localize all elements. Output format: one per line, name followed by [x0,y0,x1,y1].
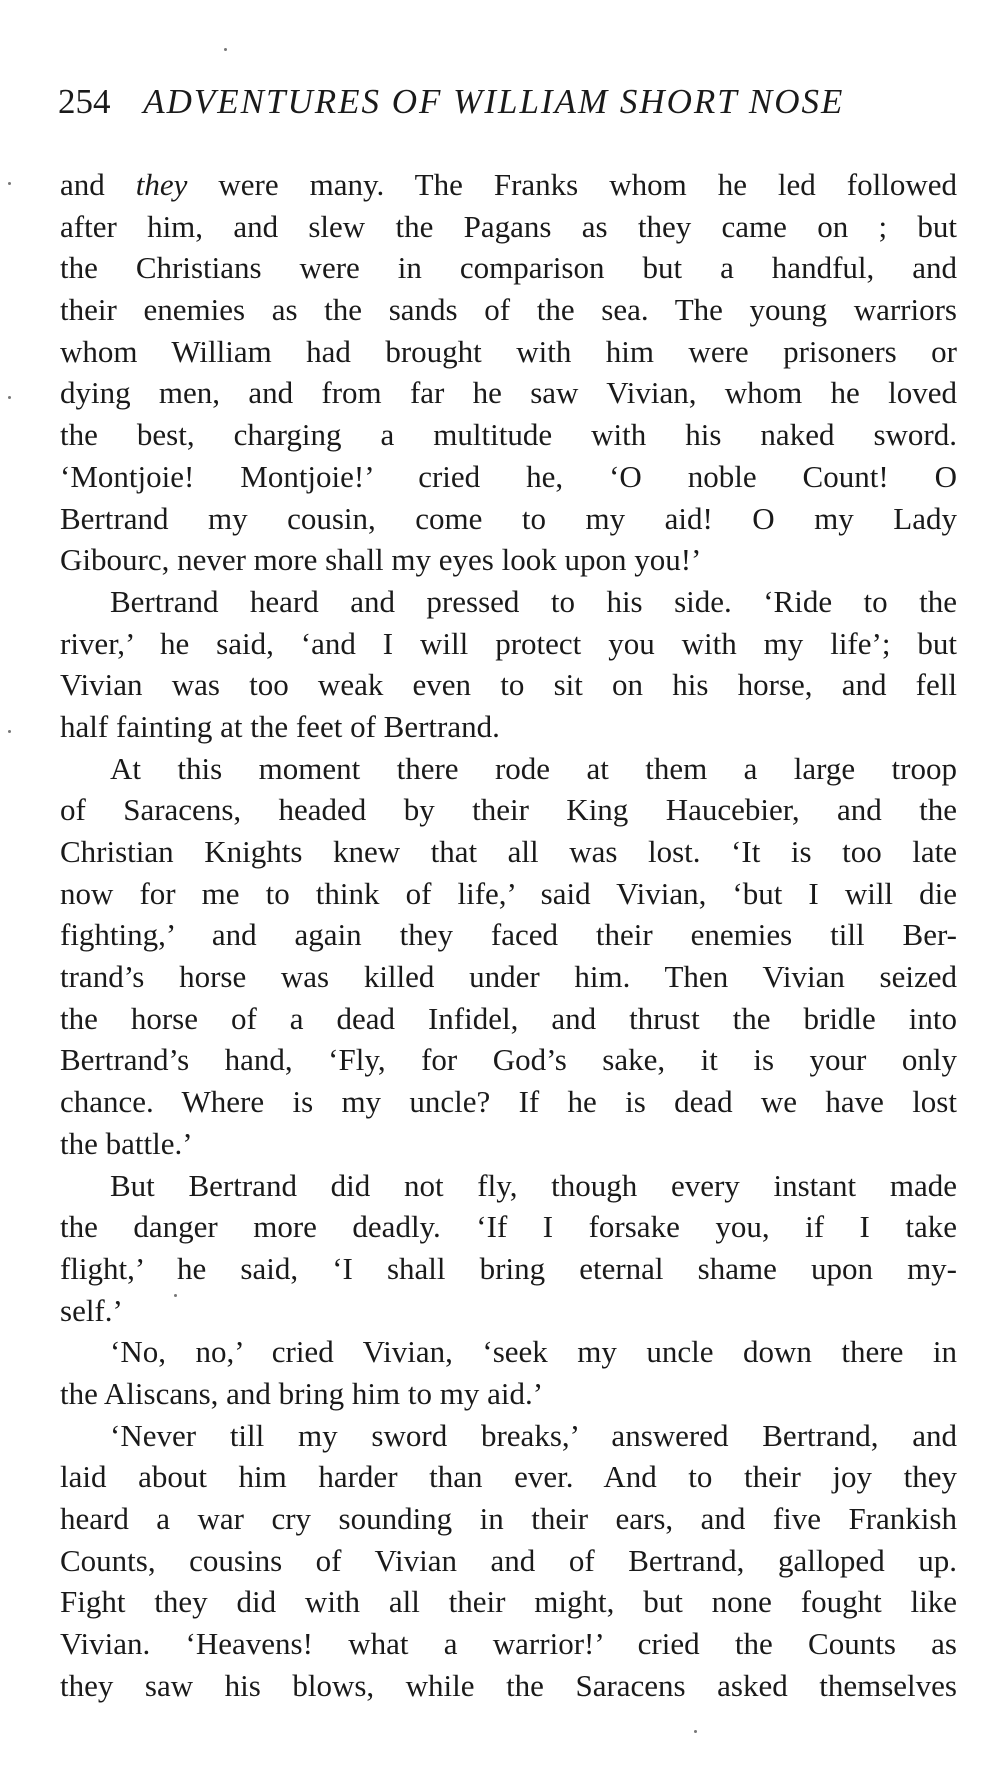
text-line: But Bertrand did not fly, though every instant made [110,1167,957,1203]
emphasis-they: they [135,167,188,202]
text-line: dying men, and from far he saw Vivian, whom he loved [60,375,957,411]
text-line: the Christians were in comparison but a handful, and [60,250,957,286]
text-line: At this moment there rode at them a large troop [110,750,957,786]
text-line [60,164,957,206]
text-line: Gibourc, never more shall my eyes look upon you!’ [60,542,702,578]
text-line: Vivian. ‘Heavens! what a warrior!’ cried the Counts as [60,1626,957,1662]
text-line: Vivian was too weak even to sit on his horse, and fell [60,667,957,703]
text-line: the battle.’ [60,1125,193,1161]
page-number: 254 [58,82,111,121]
running-title: ADVENTURES OF WILLIAM SHORT NOSE [143,82,845,121]
body-text [60,164,957,1706]
text-line: whom William had brought with him were prisoners or [60,333,957,369]
text-line: Fight they did with all their might, but none fought like [60,1584,957,1620]
text-line: now for me to think of life,’ said Vivian, ‘but I will die [60,875,957,911]
paper-speck [8,396,11,399]
text-line: flight,’ he said, ‘I shall bring eternal shame upon my- [60,1250,957,1286]
text-line: fighting,’ and again they faced their enemies till Ber- [60,917,957,953]
text-line: Bertrand’s hand, ‘Fly, for God’s sake, it is your only [60,1042,957,1078]
text-line: their enemies as the sands of the sea. The young warriors [60,292,957,328]
text-line: ‘No, no,’ cried Vivian, ‘seek my uncle down there in [110,1334,957,1370]
text-line: Bertrand heard and pressed to his side. ‘Ride to the [110,583,957,619]
text-line: the horse of a dead Infidel, and thrust the bridle into [60,1000,957,1036]
paper-speck [224,48,227,51]
text-line: Bertrand my cousin, come to my aid! O my Lady [60,500,957,536]
text-line: half fainting at the feet of Bertrand. [60,708,500,744]
text-line: ‘Never till my sword breaks,’ answered Bertrand, and [110,1417,957,1453]
text-line: Counts, cousins of Vivian and of Bertrand, galloped up. [60,1542,957,1578]
text-line: after him, and slew the Pagans as they came on ; but [60,208,957,244]
text-run: and [60,167,136,202]
text-line: chance. Where is my uncle? If he is dead we have lost [60,1084,957,1120]
text-line: river,’ he said, ‘and I will protect you with my life’; but [60,625,957,661]
text-line: the best, charging a multitude with his naked sword. [60,417,957,453]
text-line: of Saracens, headed by their King Haucebier, and the [60,792,957,828]
text-line: they saw his blows, while the Saracens asked themselves [60,1667,957,1703]
text-line: Christian Knights knew that all was lost. ‘It is too late [60,834,957,869]
paper-speck [694,1730,697,1733]
text-line: heard a war cry sounding in their ears, and five Frankish [60,1501,957,1536]
text-line: trand’s horse was killed under him. Then Vivian seized [60,959,957,995]
text-line: the Aliscans, and bring him to my aid.’ [60,1375,544,1411]
running-header [58,78,958,126]
text-line: self.’ [60,1292,123,1328]
paper-speck [8,182,11,185]
text-line: laid about him harder than ever. And to their joy they [60,1459,957,1495]
text-line: the danger more deadly. ‘If I forsake you, if I take [60,1209,957,1245]
text-run: were many. The Franks whom he led followed [187,167,957,202]
text-line: ‘Montjoie! Montjoie!’ cried he, ‘O noble Count! O [60,458,957,494]
paper-speck [8,730,11,733]
